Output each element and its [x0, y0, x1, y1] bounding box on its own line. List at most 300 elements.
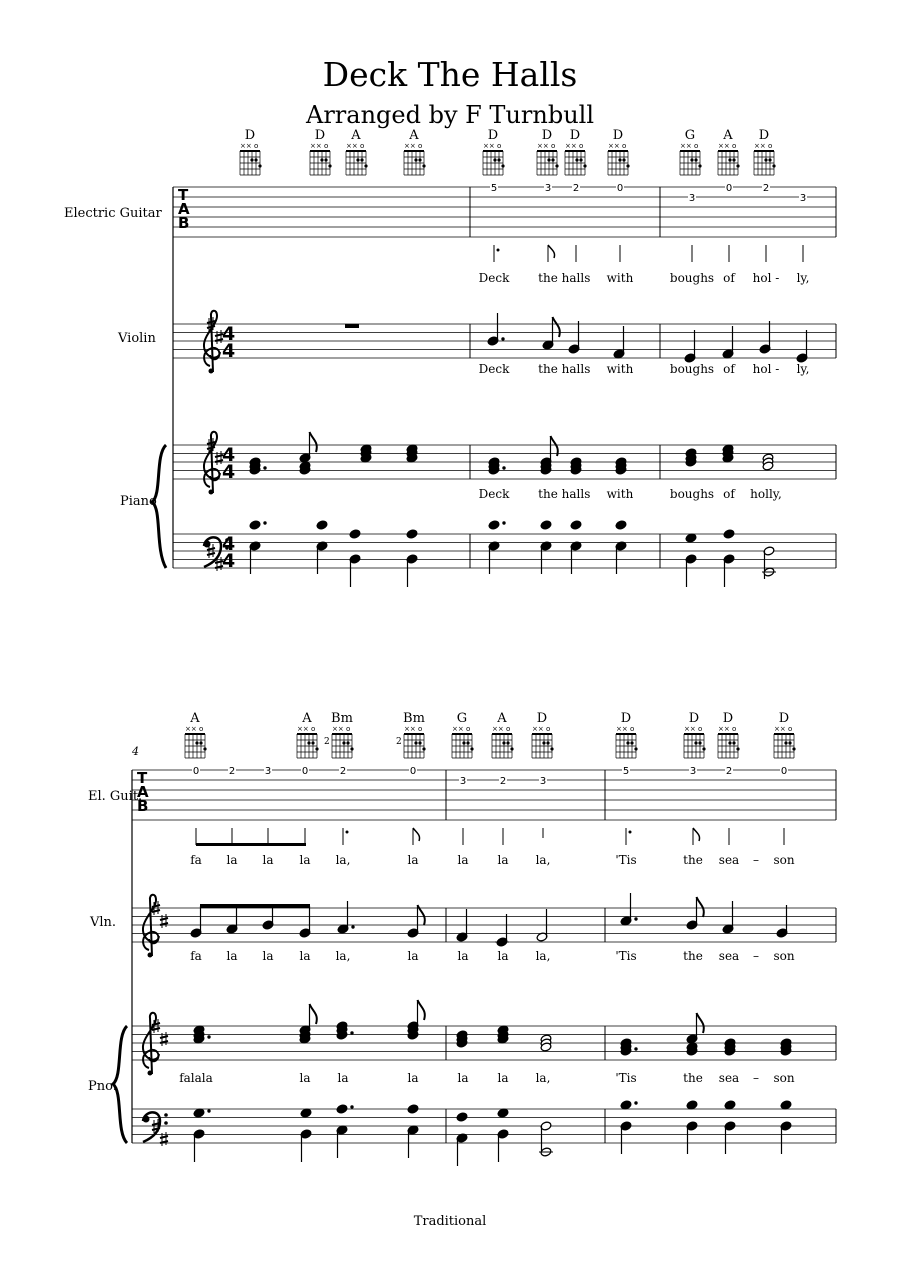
string-markers: ×× o	[754, 142, 773, 150]
notehead	[406, 529, 418, 539]
note-A	[620, 893, 638, 926]
finger-dot	[626, 741, 629, 744]
finger-dot	[736, 747, 739, 750]
finger-dot	[414, 741, 417, 744]
chord-name: A	[351, 128, 361, 143]
instrument-name-piano-short: Pno.	[88, 1079, 117, 1094]
finger-dot	[788, 741, 791, 744]
flag	[697, 1013, 704, 1033]
finger-dot	[466, 741, 469, 744]
lyric-violin: halls	[561, 362, 591, 376]
note-E	[776, 905, 788, 938]
chord-diagram	[608, 128, 630, 175]
finger-dot	[501, 164, 504, 167]
chord-name: D	[612, 128, 624, 143]
rhythm-flag	[548, 245, 555, 258]
lyric-piano: holly,	[750, 487, 782, 501]
treble-clef-dot	[209, 369, 214, 374]
tab-number: 2	[572, 183, 580, 194]
finger-dot	[418, 158, 421, 161]
beam	[200, 904, 310, 908]
note-F	[759, 321, 771, 354]
finger-dot	[626, 164, 629, 167]
lyric-piano: la	[299, 1071, 311, 1085]
dot	[263, 521, 266, 524]
finger-dot	[768, 158, 771, 161]
string-markers: ×× o	[680, 142, 699, 150]
string-markers: ×× o	[532, 725, 551, 733]
tab-clef: T	[178, 186, 189, 204]
bass-note	[316, 541, 328, 574]
bass-note	[615, 520, 627, 530]
piano-brace	[113, 1026, 127, 1143]
lyric-guitar: with	[606, 271, 634, 285]
chord-name: A	[190, 711, 200, 726]
string-markers: ×× o	[185, 725, 204, 733]
bass-note	[686, 1100, 698, 1110]
notehead	[336, 1104, 348, 1114]
string-markers: ×× o	[404, 142, 423, 150]
notehead	[456, 1112, 468, 1122]
chord-diagram	[718, 128, 740, 175]
finger-dot	[315, 747, 318, 750]
lyric-guitar: hol -	[752, 271, 780, 285]
lyric-piano: of	[723, 487, 735, 501]
dot	[502, 521, 505, 524]
rhythm-dot	[346, 831, 349, 834]
finger-dot	[694, 741, 697, 744]
bass-note	[724, 1121, 736, 1154]
chord-name: D	[569, 128, 581, 143]
bass-note	[349, 529, 361, 539]
bass-note	[570, 520, 582, 530]
lyric-guitar: la	[457, 853, 469, 867]
measure-number: 4	[132, 745, 139, 758]
treble-clef-dot	[148, 953, 153, 958]
lyric-violin: sea	[718, 949, 740, 963]
tab-staff-system1	[173, 186, 836, 237]
instrument-name-guitar: Electric Guitar	[64, 206, 162, 221]
dot	[351, 925, 354, 928]
bass-note	[193, 1129, 205, 1162]
finger-dot	[764, 158, 767, 161]
chord-name: D	[758, 128, 770, 143]
lyric-guitar: la	[299, 853, 311, 867]
lyric-violin: la	[457, 949, 469, 963]
bass-note	[540, 541, 552, 574]
instrument-name-piano: Piano	[120, 494, 157, 509]
finger-dot	[634, 747, 637, 750]
finger-dot	[470, 747, 473, 750]
string-markers: ×× o	[332, 725, 351, 733]
chord-name: A	[497, 711, 507, 726]
chord-name: G	[456, 711, 468, 726]
finger-dot	[618, 158, 621, 161]
finger-dot	[422, 164, 425, 167]
finger-dot	[311, 741, 314, 744]
notehead	[540, 520, 552, 530]
barre-fret-number: 2	[396, 737, 402, 747]
finger-dot	[510, 747, 513, 750]
string-markers: ×× o	[608, 142, 627, 150]
lyric-guitar: boughs	[669, 271, 715, 285]
string-markers: ×× o	[346, 142, 365, 150]
finger-dot	[575, 158, 578, 161]
bass-note	[456, 1133, 468, 1166]
tab-number: 0	[301, 766, 309, 777]
chord-diagram	[754, 128, 776, 175]
lyric-violin: la	[497, 949, 509, 963]
lyric-violin: la,	[535, 949, 551, 963]
lyric-violin: with	[606, 362, 634, 376]
finger-dot	[736, 164, 739, 167]
string-markers: ×× o	[240, 142, 259, 150]
chord-name: A	[723, 128, 733, 143]
time-signature-bottom: 4	[222, 461, 236, 483]
lyric-violin: Deck	[478, 362, 510, 376]
chord-diagram	[396, 711, 426, 758]
chord-diagram	[718, 711, 740, 758]
string-markers: ×× o	[774, 725, 793, 733]
tab-number: 5	[622, 766, 630, 777]
lyric-guitar: sea	[718, 853, 740, 867]
chord-name: D	[487, 128, 499, 143]
flag	[697, 897, 704, 917]
chord-diagram	[240, 128, 262, 175]
lyric-violin: la	[226, 949, 238, 963]
lyric-piano: la	[337, 1071, 349, 1085]
bass-note	[407, 1104, 419, 1114]
lyric-violin: son	[773, 949, 795, 963]
finger-dot	[698, 164, 701, 167]
lyric-violin: la,	[335, 949, 351, 963]
lyric-guitar: the	[538, 271, 558, 285]
tab-number: 3	[544, 183, 552, 194]
time-signature-bottom: 4	[222, 550, 236, 572]
finger-dot	[583, 164, 586, 167]
lyric-violin: la	[407, 949, 419, 963]
string-markers: ×× o	[452, 725, 471, 733]
time-signature-top: 4	[222, 323, 236, 345]
lyric-piano: la	[407, 1071, 419, 1085]
lyric-guitar: halls	[561, 271, 591, 285]
finger-dot	[307, 741, 310, 744]
bass-note	[300, 1129, 312, 1162]
tab-number: 5	[490, 183, 498, 194]
chord-name: D	[620, 711, 632, 726]
lyric-piano: boughs	[669, 487, 715, 501]
tab-clef: A	[178, 200, 190, 218]
chord-diagram	[185, 711, 207, 758]
tab-number: 3	[539, 776, 547, 787]
piano-treble-staff-system1	[173, 445, 836, 479]
note-G	[542, 317, 560, 350]
finger-dot	[418, 741, 421, 744]
finger-dot	[546, 741, 549, 744]
lyric-guitar: la,	[335, 853, 351, 867]
rhythm-beam	[196, 843, 306, 846]
notehead	[407, 1104, 419, 1114]
note-E	[722, 326, 734, 359]
time-signature-top: 4	[222, 444, 236, 466]
lyric-violin: the	[683, 949, 703, 963]
tab-number: 0	[725, 183, 733, 194]
bass-note	[249, 541, 261, 574]
string-markers: ×× o	[297, 725, 316, 733]
string-markers: ×× o	[718, 142, 737, 150]
treble-clef-dot	[148, 1071, 153, 1076]
finger-dot	[690, 158, 693, 161]
notehead	[685, 533, 697, 543]
bass-note	[406, 529, 418, 539]
finger-dot	[422, 747, 425, 750]
time-signature-bottom: 4	[222, 340, 236, 362]
lyric-guitar: fa	[190, 853, 202, 867]
tab-clef: A	[137, 783, 149, 801]
lyric-hyphen: –	[753, 949, 759, 963]
note-F	[568, 321, 580, 354]
lyric-violin: la	[262, 949, 274, 963]
finger-dot	[784, 741, 787, 744]
note-D	[456, 909, 468, 942]
notehead	[316, 520, 328, 530]
flag	[310, 1004, 317, 1024]
chord-name: Bm	[403, 711, 425, 726]
notehead	[723, 529, 735, 539]
dot	[501, 337, 504, 340]
note-D	[536, 909, 548, 942]
chord-name: Bm	[331, 711, 353, 726]
chord-diagram	[774, 711, 796, 758]
finger-dot	[497, 158, 500, 161]
finger-dot	[542, 741, 545, 744]
chord-diagram	[324, 711, 354, 758]
finger-dot	[506, 741, 509, 744]
string-markers: ×× o	[565, 142, 584, 150]
bass-note	[249, 520, 267, 530]
finger-dot	[342, 741, 345, 744]
notehead	[620, 1100, 632, 1110]
chord-name: D	[536, 711, 548, 726]
string-markers: ×× o	[404, 725, 423, 733]
tab-number: 0	[192, 766, 200, 777]
tab-number: 2	[228, 766, 236, 777]
chord-diagram	[483, 128, 505, 175]
finger-dot	[772, 164, 775, 167]
notehead	[615, 520, 627, 530]
tab-number: 3	[799, 193, 807, 204]
chord-diagram	[565, 128, 587, 175]
notehead	[249, 520, 261, 530]
bass-note	[456, 1112, 468, 1122]
lyric-hyphen: –	[753, 1071, 759, 1085]
lyric-piano: falala	[179, 1071, 213, 1085]
note-F	[337, 901, 355, 934]
lyric-guitar: la	[407, 853, 419, 867]
tab-number: 3	[688, 193, 696, 204]
finger-dot	[414, 158, 417, 161]
lyric-guitar: la	[226, 853, 238, 867]
finger-dot	[550, 747, 553, 750]
dot	[207, 1035, 210, 1038]
finger-dot	[258, 164, 261, 167]
dot	[502, 466, 505, 469]
string-markers: ×× o	[483, 142, 502, 150]
finger-dot	[199, 741, 202, 744]
flag	[551, 436, 558, 456]
notehead	[497, 1108, 509, 1118]
finger-dot	[702, 747, 705, 750]
chord-name: D	[314, 128, 326, 143]
tab-number: 0	[616, 183, 624, 194]
chord-diagram	[680, 128, 702, 175]
string-markers: ×× o	[718, 725, 737, 733]
finger-dot	[547, 158, 550, 161]
bass-note	[407, 1125, 419, 1158]
finger-dot	[551, 158, 554, 161]
bass-note	[336, 1125, 348, 1158]
bass-clef-dot	[164, 1121, 168, 1125]
chord-name: G	[684, 128, 696, 143]
tab-number: 2	[339, 766, 347, 777]
rhythm-dot	[629, 831, 632, 834]
finger-dot	[630, 741, 633, 744]
flag	[310, 432, 317, 452]
finger-dot	[792, 747, 795, 750]
notehead	[349, 529, 361, 539]
finger-dot	[555, 164, 558, 167]
tab-clef: T	[137, 769, 148, 787]
finger-dot	[346, 741, 349, 744]
whole-rest	[345, 324, 359, 328]
finger-dot	[579, 158, 582, 161]
finger-dot	[360, 158, 363, 161]
lyric-violin: hol -	[752, 362, 780, 376]
finger-dot	[328, 164, 331, 167]
lyric-piano: with	[606, 487, 634, 501]
finger-dot	[462, 741, 465, 744]
tab-number: 0	[409, 766, 417, 777]
lyric-piano: son	[773, 1071, 795, 1085]
lyric-piano: 'Tis	[615, 1071, 637, 1085]
tab-number: 0	[780, 766, 788, 777]
bass-note	[488, 541, 500, 574]
notehead	[686, 1100, 698, 1110]
lyric-piano: Deck	[478, 487, 510, 501]
flag	[418, 1000, 425, 1020]
note-E	[613, 326, 625, 359]
string-markers: ×× o	[310, 142, 329, 150]
dot	[634, 917, 637, 920]
instrument-name-guitar-short: El. Guit.	[88, 789, 143, 804]
bass-note	[193, 1108, 211, 1118]
chord-name: A	[409, 128, 419, 143]
finger-dot	[698, 741, 701, 744]
chord-diagram	[346, 128, 368, 175]
lyric-guitar: of	[723, 271, 735, 285]
chord-diagram	[492, 711, 514, 758]
finger-dot	[254, 158, 257, 161]
chord-diagram	[404, 128, 426, 175]
composer-footer: Traditional	[413, 1214, 487, 1229]
lyric-violin: 'Tis	[615, 949, 637, 963]
bass-note	[570, 541, 582, 574]
bass-note	[620, 1121, 632, 1154]
lyric-violin: boughs	[669, 362, 715, 376]
bass-note	[316, 520, 328, 530]
lyric-piano: la	[457, 1071, 469, 1085]
finger-dot	[364, 164, 367, 167]
notehead	[488, 520, 500, 530]
bass-note	[685, 554, 697, 587]
bass-note	[349, 554, 361, 587]
chord-diagram	[616, 711, 638, 758]
barre-fret-number: 2	[324, 737, 330, 747]
instrument-name-violin-short: Vln.	[90, 915, 117, 930]
chord-name: D	[541, 128, 553, 143]
bass-note	[615, 541, 627, 574]
lyric-guitar: la,	[535, 853, 551, 867]
finger-dot	[732, 741, 735, 744]
dot	[263, 466, 266, 469]
chord-name: D	[688, 711, 700, 726]
dot	[207, 1109, 210, 1112]
bass-note	[497, 1129, 509, 1162]
bass-note	[723, 529, 735, 539]
dot	[634, 1101, 637, 1104]
note-D	[796, 330, 808, 363]
finger-dot	[502, 741, 505, 744]
lyric-piano: the	[538, 487, 558, 501]
string-markers: ×× o	[492, 725, 511, 733]
chord-diagram	[297, 711, 319, 758]
lyric-violin: of	[723, 362, 735, 376]
chord-name: D	[722, 711, 734, 726]
bass-note	[723, 554, 735, 587]
tab-clef: B	[178, 214, 190, 232]
tab-clef: B	[137, 797, 149, 815]
notehead	[780, 1100, 792, 1110]
bass-note	[620, 1100, 638, 1110]
chord-name: A	[302, 711, 312, 726]
finger-dot	[350, 747, 353, 750]
notehead	[193, 1108, 205, 1118]
chord-diagram	[537, 128, 559, 175]
lyric-piano: halls	[561, 487, 591, 501]
finger-dot	[728, 741, 731, 744]
notehead	[570, 520, 582, 530]
chord-diagram	[532, 711, 554, 758]
rhythm-flag	[413, 828, 420, 841]
lyric-violin: the	[538, 362, 558, 376]
tab-number: 3	[264, 766, 272, 777]
string-markers: ×× o	[537, 142, 556, 150]
lyric-guitar: son	[773, 853, 795, 867]
notehead	[724, 1100, 736, 1110]
dot	[634, 1047, 637, 1050]
bass-note	[497, 1108, 509, 1118]
time-signature-top: 4	[222, 533, 236, 555]
finger-dot	[728, 158, 731, 161]
bass-note	[300, 1108, 312, 1118]
instrument-name-violin: Violin	[118, 331, 156, 346]
lyric-piano: la	[497, 1071, 509, 1085]
bass-note	[780, 1100, 792, 1110]
finger-dot	[732, 158, 735, 161]
dot	[350, 1105, 353, 1108]
bass-note	[685, 533, 697, 543]
finger-dot	[195, 741, 198, 744]
